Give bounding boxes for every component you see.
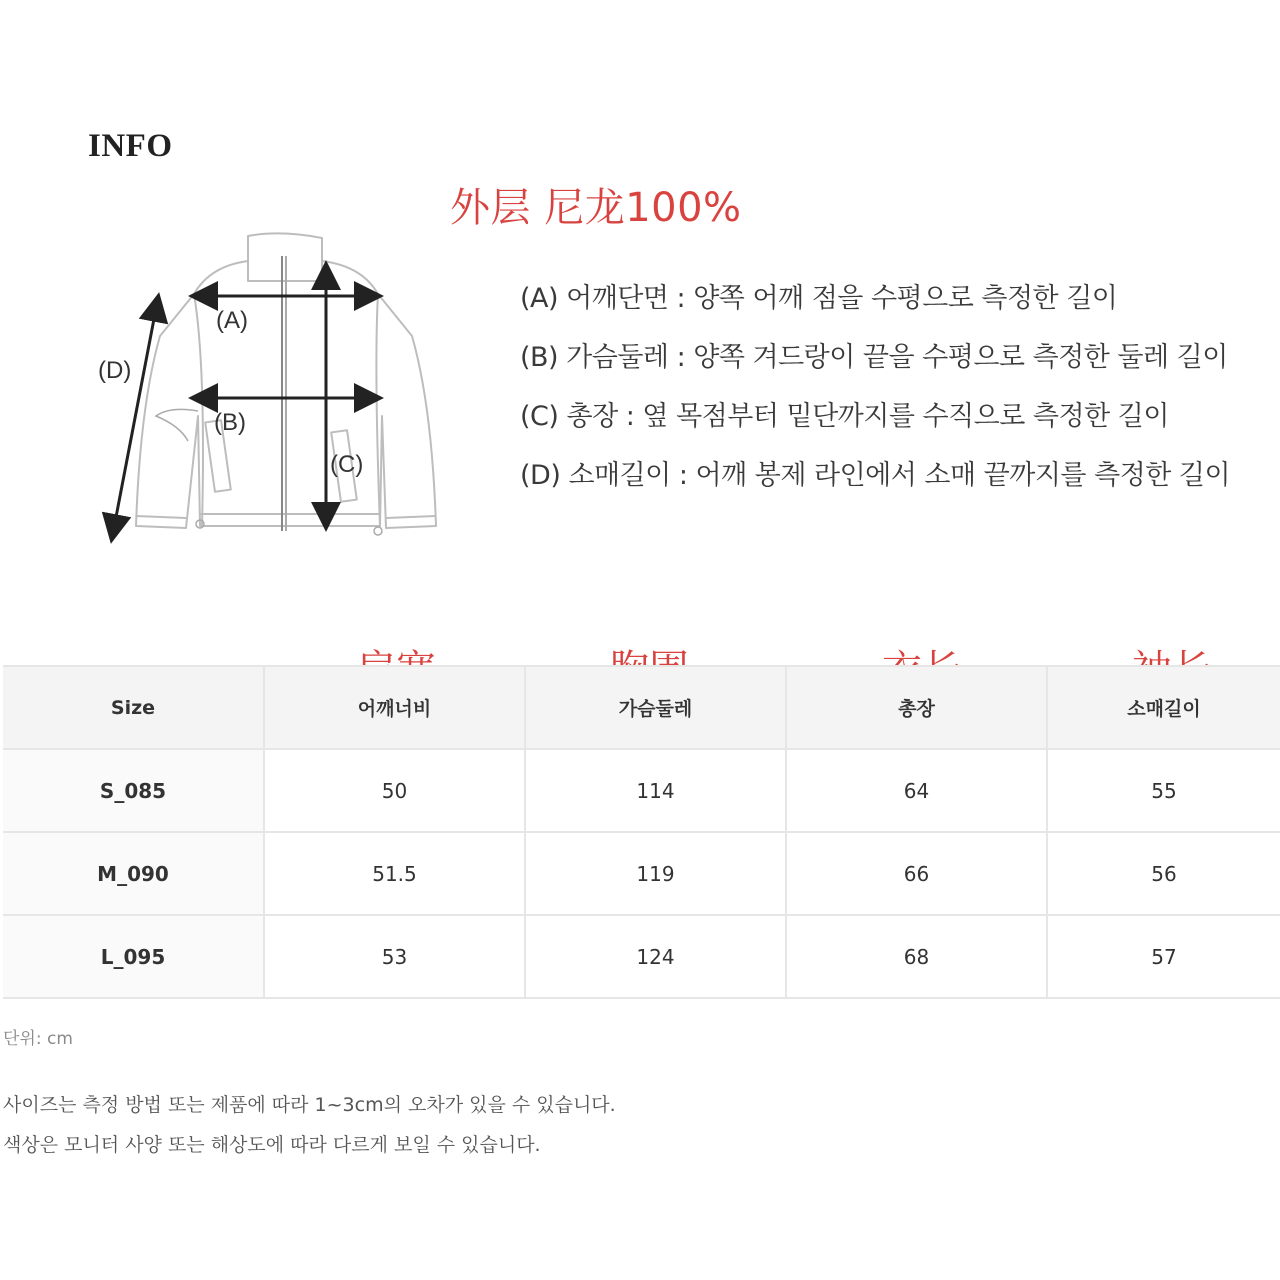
value-cell: 124 xyxy=(525,915,786,998)
value-cell: 119 xyxy=(525,832,786,915)
value-cell: 64 xyxy=(786,749,1047,832)
info-heading: INFO xyxy=(88,128,173,164)
header-sleeve: 소매길이 xyxy=(1047,666,1280,749)
table-row xyxy=(3,749,1280,832)
note-size-tolerance: 사이즈는 측정 방법 또는 제품에 따라 1~3cm의 오차가 있을 수 있습니다. xyxy=(3,1094,616,1116)
definition-c: (C) 총장 : 옆 목점부터 밑단까지를 수직으로 측정한 길이 xyxy=(520,401,1169,432)
value-cell: 51.5 xyxy=(264,832,525,915)
table-row xyxy=(3,915,1280,998)
header-length: 총장 xyxy=(786,666,1047,749)
header-shoulder: 어깨너비 xyxy=(264,666,525,749)
value-cell: 57 xyxy=(1047,915,1280,998)
size-table xyxy=(3,665,1280,999)
jacket-measurement-diagram xyxy=(90,226,450,556)
table-header-row xyxy=(3,666,1280,749)
definition-b: (B) 가슴둘레 : 양쪽 겨드랑이 끝을 수평으로 측정한 둘레 길이 xyxy=(520,342,1228,373)
measurement-definitions xyxy=(520,276,1230,512)
size-cell: L_095 xyxy=(3,915,264,998)
value-cell: 53 xyxy=(264,915,525,998)
disclaimer-notes xyxy=(3,1090,616,1170)
value-cell: 66 xyxy=(786,832,1047,915)
diagram-label-d: (D) xyxy=(98,357,132,384)
material-composition: 外层 尼龙100% xyxy=(450,185,742,231)
size-cell: M_090 xyxy=(3,832,264,915)
header-size: Size xyxy=(3,666,264,749)
definition-a: (A) 어깨단면 : 양쪽 어깨 점을 수평으로 측정한 길이 xyxy=(520,283,1118,314)
value-cell: 50 xyxy=(264,749,525,832)
header-chest: 가슴둘레 xyxy=(525,666,786,749)
table-row xyxy=(3,832,1280,915)
diagram-label-b: (B) xyxy=(214,409,246,436)
diagram-label-c: (C) xyxy=(330,451,364,478)
value-cell: 114 xyxy=(525,749,786,832)
value-cell: 68 xyxy=(786,915,1047,998)
unit-note: 단위: cm xyxy=(3,1029,73,1049)
size-cell: S_085 xyxy=(3,749,264,832)
value-cell: 56 xyxy=(1047,832,1280,915)
note-color-variance: 색상은 모니터 사양 또는 해상도에 따라 다르게 보일 수 있습니다. xyxy=(3,1134,541,1156)
value-cell: 55 xyxy=(1047,749,1280,832)
definition-d: (D) 소매길이 : 어깨 봉제 라인에서 소매 끝까지를 측정한 길이 xyxy=(520,460,1231,491)
diagram-label-a: (A) xyxy=(216,307,248,334)
arrow-d xyxy=(112,298,158,538)
